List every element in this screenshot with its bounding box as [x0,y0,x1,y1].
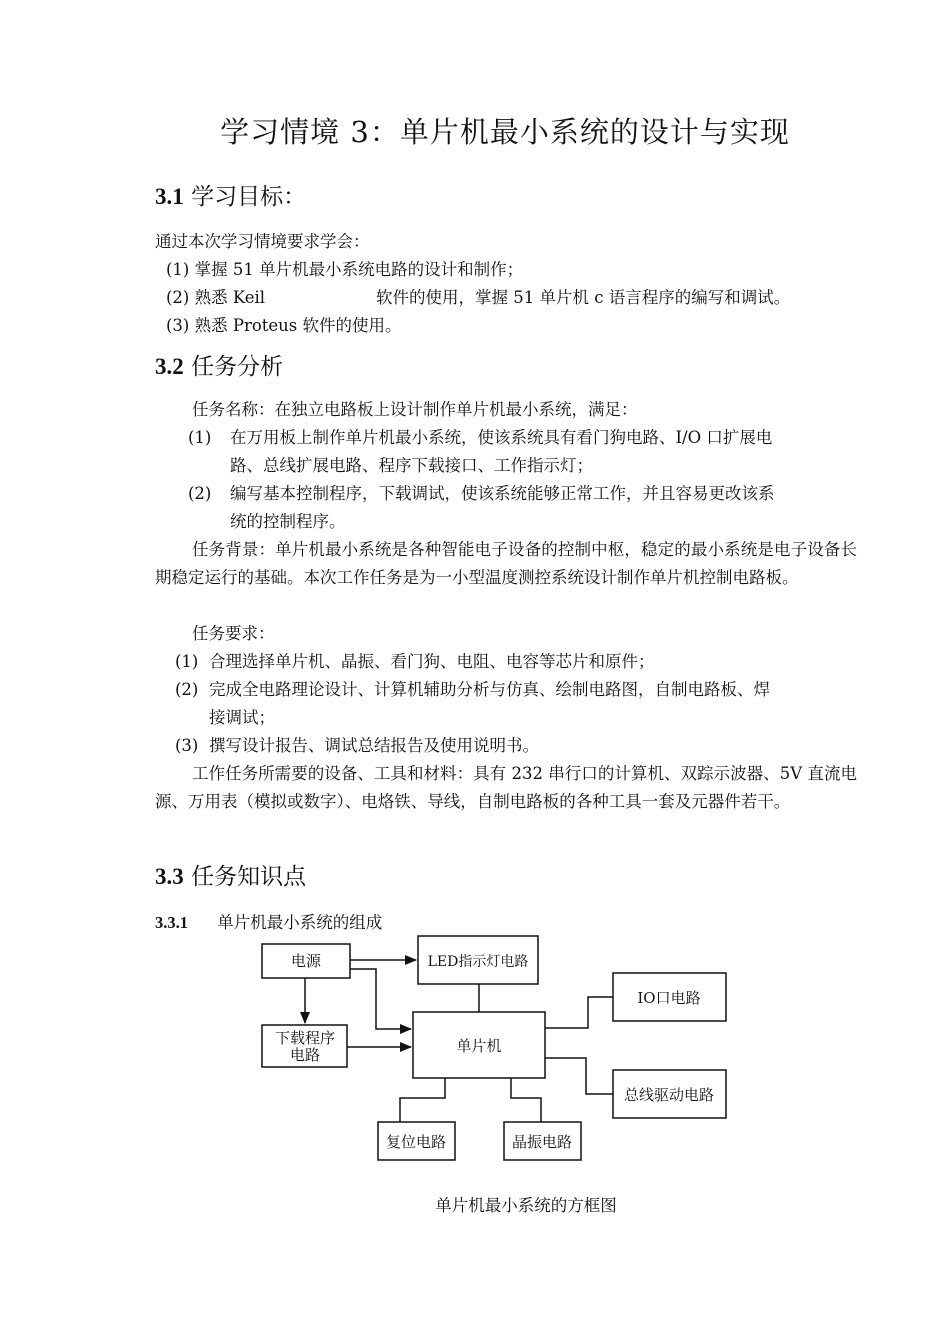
task-item-number: (2) [188,484,212,503]
reset-label: 复位电路 [385,1133,447,1151]
requirements-label: 任务要求： [192,624,275,643]
objective-item: (2) 熟悉 Keil [166,288,266,307]
mcu-reset-line [400,1078,445,1122]
objectives-intro: 通过本次学习情境要求学会： [155,232,370,251]
task-item-number: (1) [188,428,212,447]
req-item-number: (1) [175,652,199,671]
download-label-2: 电路 [289,1046,321,1064]
mcu-crystal-line [511,1078,541,1122]
page-title: 学习情境 3：单片机最小系统的设计与实现 [220,115,790,149]
req-item-line: 接调试； [209,708,275,727]
task-name: 任务名称：在独立电路板上设计制作单片机最小系统，满足： [192,400,638,419]
tools-paragraph: 工作任务所需要的设备、工具和材料：具有 232 串行口的计算机、双踪示波器、5V 直流电源、万用表（模拟或数字）、电烙铁、导线，自制电路板的各种工具一套及元器件若干。 [155,764,857,811]
section-title: 任务分析 [191,354,284,380]
section-title: 学习目标： [191,184,307,210]
task-background: 任务背景：单片机最小系统是各种智能电子设备的控制中枢，稳定的最小系统是电子设备长期稳定运行的基础。本次工作任务是为一小型温度测控系统设计制作单片机控制电路板。 [155,540,857,587]
mcu-label: 单片机 [456,1037,502,1055]
section-number: 3.1 [155,184,184,209]
req-item-line: 合理选择单片机、晶振、看门狗、电阻、电容等芯片和原件； [209,652,655,671]
bus-label: 总线驱动电路 [623,1086,715,1104]
mcu-bus-line [545,1058,613,1094]
figure-caption: 单片机最小系统的方框图 [435,1196,617,1215]
task-item-line: 路、总线扩展电路、程序下载接口、工作指示灯； [230,456,593,475]
section-title: 任务知识点 [191,864,307,890]
task-item-line: 编写基本控制程序，下载调试，使该系统能够正常工作，并且容易更改该系 [230,484,775,503]
power-label: 电源 [290,952,322,970]
power-mcu-arrow [350,969,411,1029]
task-item-line: 统的控制程序。 [230,512,346,531]
objective-item-cont: 软件的使用，掌握 51 单片机 c 语言程序的编写和调试。 [376,288,791,307]
download-label-1: 下载程序 [274,1029,336,1047]
section-number: 3.2 [155,354,184,379]
mcu-io-line [545,997,613,1028]
io-label: IO口电路 [637,989,701,1007]
task-item-line: 在万用板上制作单片机最小系统，使该系统具有看门狗电路、I/O 口扩展电 [230,428,773,447]
req-item-line: 撰写设计报告、调试总结报告及使用说明书。 [209,736,539,755]
crystal-label: 晶振电路 [511,1133,573,1151]
led-label: LED指示灯电路 [427,954,529,970]
section-number: 3.3 [155,864,184,889]
objective-item: (1) 掌握 51 单片机最小系统电路的设计和制作； [166,260,524,279]
req-item-number: (2) [175,680,199,699]
subsection-title: 单片机最小系统的组成 [217,913,383,932]
subsection-number: 3.3.1 [155,913,188,932]
req-item-line: 完成全电路理论设计、计算机辅助分析与仿真、绘制电路图，自制电路板、焊 [209,680,770,699]
req-item-number: (3) [175,736,199,755]
objective-item: (3) 熟悉 Proteus 软件的使用。 [166,316,402,335]
